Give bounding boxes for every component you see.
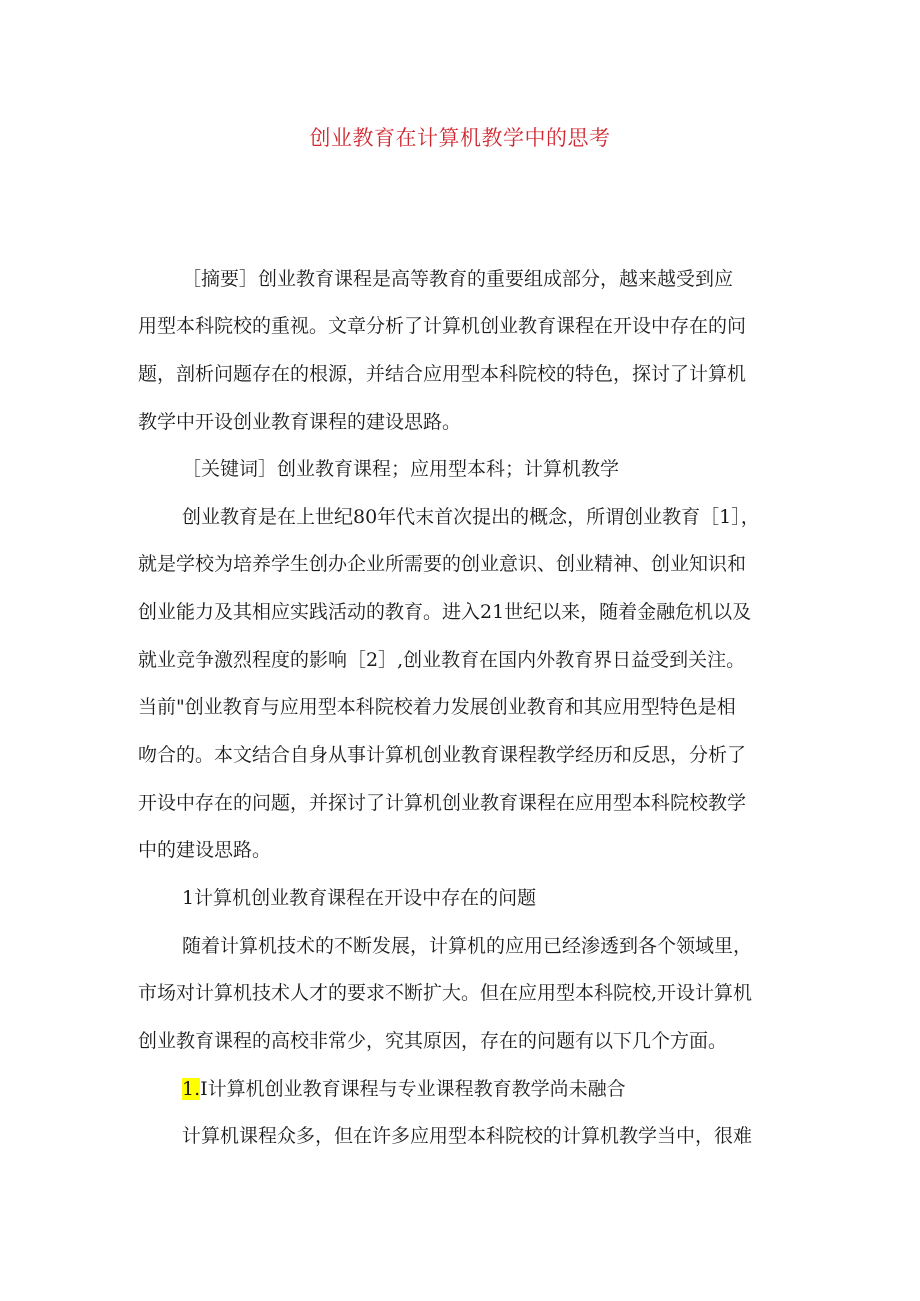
- body-line-4: 就业竞争激烈程度的影响［2］,创业教育在国内外教育界日益受到关注。: [138, 649, 746, 671]
- body-line-3: 创业能力及其相应实践活动的教育。进入21世纪以来，随着金融危机以及: [138, 601, 752, 623]
- body-line-8: 中的建设思路。: [138, 839, 272, 861]
- document-title: 创业教育在计算机教学中的思考: [309, 126, 611, 150]
- section-heading-1: 1计算机创业教育课程在开设中存在的问题: [182, 887, 537, 909]
- body-line-6: 吻合的。本文结合自身从事计算机创业教育课程教学经历和反思，分析了: [138, 744, 747, 766]
- body-line-2: 就是学校为培养学生创办企业所需要的创业意识、创业精神、创业知识和: [138, 553, 747, 575]
- abstract-line-4: 教学中开设创业教育课程的建设思路。: [138, 411, 462, 433]
- abstract-line-2: 用型本科院校的重视。文章分析了计算机创业教育课程在开设中存在的问: [138, 315, 747, 337]
- body-line-7: 开设中存在的问题，并探讨了计算机创业教育课程在应用型本科院校教学: [138, 792, 747, 814]
- keywords-line: ［关键词］创业教育课程；应用型本科；计算机教学: [182, 458, 620, 480]
- section-body-line-1: 随着计算机技术的不断发展，计算机的应用已经渗透到各个领域里，: [182, 935, 753, 957]
- body-line-1: 创业教育是在上世纪80年代末首次提出的概念，所谓创业教育［1］，: [182, 506, 760, 528]
- subsection-body-line-1: 计算机课程众多，但在许多应用型本科院校的计算机教学当中，很难: [182, 1125, 753, 1147]
- abstract-line-3: 题，剖析问题存在的根源，并结合应用型本科院校的特色，探讨了计算机: [138, 363, 747, 385]
- section-body-line-2: 市场对计算机技术人才的要求不断扩大。但在应用型本科院校,开设计算机: [138, 982, 753, 1004]
- highlighted-number: 1.: [182, 1078, 201, 1100]
- subsection-heading-1-1: [182, 1077, 626, 1101]
- subsection-heading-text: I计算机创业教育课程与专业课程教育教学尚未融合: [200, 1078, 626, 1100]
- abstract-line-1: ［摘要］创业教育课程是高等教育的重要组成部分，越来越受到应: [182, 268, 734, 290]
- section-body-line-3: 创业教育课程的高校非常少，究其原因，存在的问题有以下几个方面。: [138, 1030, 728, 1052]
- body-line-5: 当前"创业教育与应用型本科院校着力发展创业教育和其应用型特色是相: [138, 696, 736, 718]
